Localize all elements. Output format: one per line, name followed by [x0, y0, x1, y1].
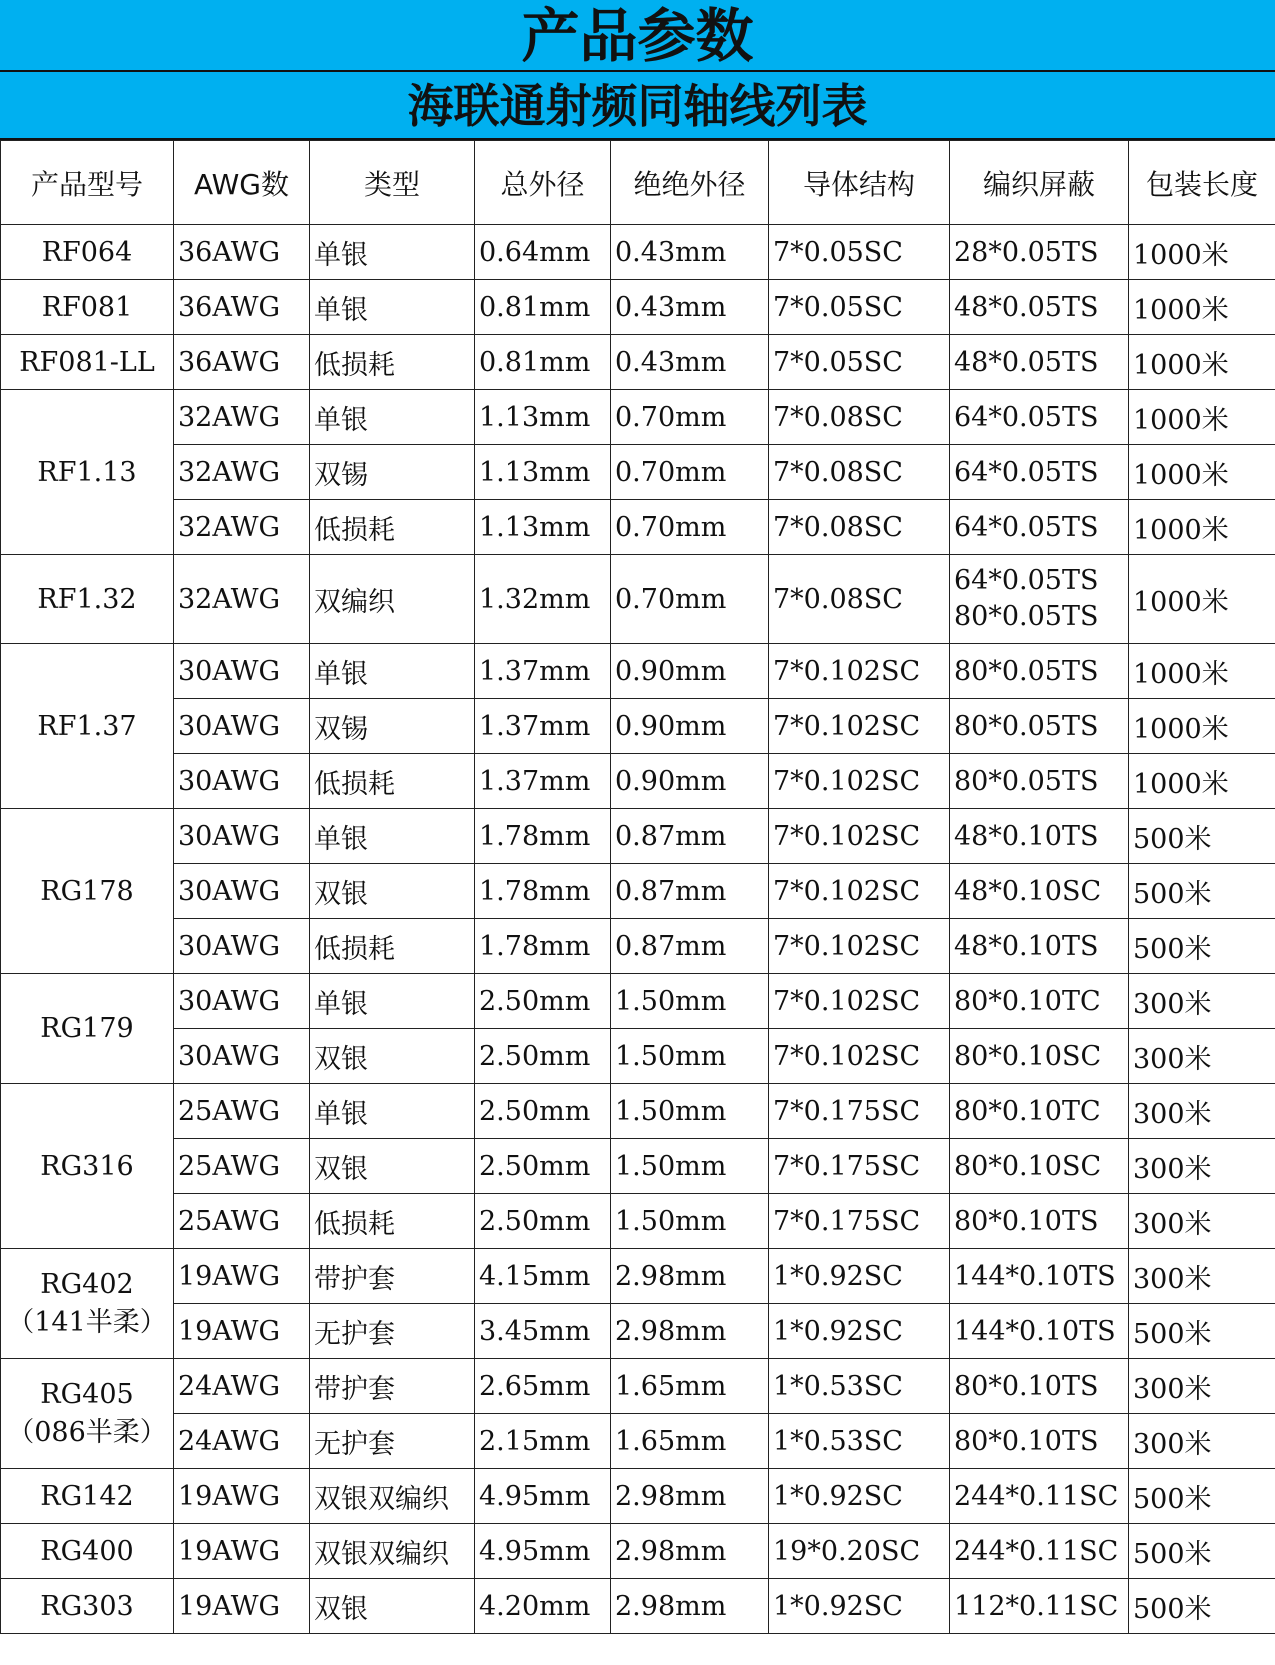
conductor-cell: 7*0.102SC: [769, 919, 950, 974]
awg-cell: 36AWG: [174, 225, 310, 280]
awg-cell: 30AWG: [174, 809, 310, 864]
conductor-cell: 7*0.102SC: [769, 974, 950, 1029]
conductor-cell: 7*0.175SC: [769, 1139, 950, 1194]
type-cell: 无护套: [310, 1414, 475, 1469]
model-cell: [1, 1084, 174, 1249]
type-cell: 双银: [310, 1139, 475, 1194]
conductor-cell: 7*0.08SC: [769, 500, 950, 555]
conductor-cell: 7*0.102SC: [769, 1029, 950, 1084]
shield-cell: [950, 335, 1129, 390]
shield-value: 64*0.05TS: [954, 565, 1099, 596]
conductor-cell: 7*0.102SC: [769, 754, 950, 809]
insulation-diameter-cell: 0.43mm: [611, 225, 769, 280]
conductor-cell: 7*0.102SC: [769, 699, 950, 754]
awg-cell: 32AWG: [174, 555, 310, 644]
table-title: 海联通射频同轴线列表: [0, 72, 1275, 140]
package-length-cell: 300米: [1129, 1029, 1275, 1084]
awg-cell: 19AWG: [174, 1304, 310, 1359]
type-cell: 双银: [310, 1029, 475, 1084]
shield-value: 144*0.10TS: [954, 1315, 1116, 1347]
insulation-diameter-cell: 0.70mm: [611, 390, 769, 445]
shield-value: 80*0.05TS: [954, 765, 1099, 797]
type-cell: 低损耗: [310, 500, 475, 555]
package-length-cell: 300米: [1129, 1359, 1275, 1414]
model-cell: [1, 280, 174, 335]
model-name: RG303: [40, 1590, 134, 1622]
model-cell: [1, 1469, 174, 1524]
table-body: [1, 225, 1275, 1634]
awg-cell: 30AWG: [174, 644, 310, 699]
shield-cell: [950, 1359, 1129, 1414]
outer-diameter-cell: 1.78mm: [475, 919, 611, 974]
table-row: [1, 1524, 1275, 1579]
package-length-cell: 1000米: [1129, 390, 1275, 445]
conductor-cell: 7*0.102SC: [769, 864, 950, 919]
package-length-cell: 300米: [1129, 974, 1275, 1029]
table-row: [1, 644, 1275, 699]
shield-cell: [950, 974, 1129, 1029]
outer-diameter-cell: 2.50mm: [475, 1029, 611, 1084]
awg-cell: 36AWG: [174, 280, 310, 335]
type-cell: 双银双编织: [310, 1469, 475, 1524]
awg-cell: 30AWG: [174, 1029, 310, 1084]
type-cell: 双银双编织: [310, 1524, 475, 1579]
model-cell: [1, 225, 174, 280]
model-name: RF064: [41, 236, 133, 268]
table-row: [1, 974, 1275, 1029]
package-length-cell: 300米: [1129, 1084, 1275, 1139]
package-length-cell: 300米: [1129, 1139, 1275, 1194]
awg-cell: 32AWG: [174, 390, 310, 445]
shield-cell: [950, 445, 1129, 500]
model-name: RF081: [41, 291, 133, 323]
shield-cell: [950, 1414, 1129, 1469]
table-row: [1, 1084, 1275, 1139]
table-row: [1, 919, 1275, 974]
shield-cell: [950, 1579, 1129, 1634]
model-cell: [1, 644, 174, 809]
model-cell: [1, 974, 174, 1084]
model-name: RF1.32: [37, 583, 137, 615]
model-cell: [1, 1524, 174, 1579]
shield-value: 28*0.05TS: [954, 236, 1099, 268]
awg-cell: 30AWG: [174, 699, 310, 754]
insulation-diameter-cell: 1.50mm: [611, 1029, 769, 1084]
shield-value: 244*0.11SC: [954, 1535, 1119, 1567]
awg-cell: 30AWG: [174, 919, 310, 974]
shield-value: 80*0.10TS: [954, 1425, 1099, 1457]
package-length-cell: 1000米: [1129, 225, 1275, 280]
header-outer-diameter: 总外径: [475, 141, 611, 225]
type-cell: 单银: [310, 1084, 475, 1139]
shield-cell: [950, 1469, 1129, 1524]
type-cell: 带护套: [310, 1359, 475, 1414]
shield-cell: [950, 1194, 1129, 1249]
model-cell: [1, 555, 174, 644]
table-row: [1, 1249, 1275, 1304]
type-cell: 低损耗: [310, 1194, 475, 1249]
table-row: [1, 1139, 1275, 1194]
insulation-diameter-cell: 2.98mm: [611, 1579, 769, 1634]
awg-cell: 25AWG: [174, 1194, 310, 1249]
insulation-diameter-cell: 1.50mm: [611, 1139, 769, 1194]
package-length-cell: 1000米: [1129, 500, 1275, 555]
table-row: [1, 280, 1275, 335]
package-length-cell: 500米: [1129, 1304, 1275, 1359]
type-cell: 低损耗: [310, 919, 475, 974]
insulation-diameter-cell: 0.90mm: [611, 754, 769, 809]
type-cell: 单银: [310, 280, 475, 335]
package-length-cell: 500米: [1129, 1524, 1275, 1579]
insulation-diameter-cell: 0.90mm: [611, 644, 769, 699]
type-cell: 单银: [310, 809, 475, 864]
type-cell: 双锡: [310, 699, 475, 754]
model-cell: [1, 335, 174, 390]
outer-diameter-cell: 1.13mm: [475, 500, 611, 555]
insulation-diameter-cell: 0.87mm: [611, 919, 769, 974]
awg-cell: 19AWG: [174, 1469, 310, 1524]
insulation-diameter-cell: 1.50mm: [611, 1194, 769, 1249]
package-length-cell: 300米: [1129, 1249, 1275, 1304]
type-cell: 双银: [310, 864, 475, 919]
shield-value: 48*0.05TS: [954, 346, 1099, 378]
shield-value: 64*0.05TS: [954, 456, 1099, 488]
model-cell: [1, 809, 174, 974]
awg-cell: 24AWG: [174, 1359, 310, 1414]
type-cell: 低损耗: [310, 335, 475, 390]
type-cell: 无护套: [310, 1304, 475, 1359]
insulation-diameter-cell: 2.98mm: [611, 1304, 769, 1359]
shield-cell: [950, 644, 1129, 699]
model-cell: [1, 1249, 174, 1359]
shield-cell: [950, 1084, 1129, 1139]
package-length-cell: 1000米: [1129, 280, 1275, 335]
type-cell: 单银: [310, 225, 475, 280]
shield-cell: [950, 919, 1129, 974]
table-row: [1, 1469, 1275, 1524]
conductor-cell: 7*0.05SC: [769, 280, 950, 335]
conductor-cell: 7*0.08SC: [769, 445, 950, 500]
outer-diameter-cell: 2.15mm: [475, 1414, 611, 1469]
shield-cell: [950, 280, 1129, 335]
model-name: RG316: [40, 1150, 134, 1182]
table-row: [1, 390, 1275, 445]
table-row: [1, 555, 1275, 644]
header-conductor: 导体结构: [769, 141, 950, 225]
conductor-cell: 1*0.92SC: [769, 1469, 950, 1524]
table-row: [1, 335, 1275, 390]
insulation-diameter-cell: 1.65mm: [611, 1359, 769, 1414]
header-model: 产品型号: [1, 141, 174, 225]
awg-cell: 24AWG: [174, 1414, 310, 1469]
shield-cell: [950, 1139, 1129, 1194]
shield-value: 64*0.05TS: [954, 401, 1099, 433]
package-length-cell: 1000米: [1129, 644, 1275, 699]
outer-diameter-cell: 1.13mm: [475, 390, 611, 445]
header-package-length: 包装长度: [1129, 141, 1275, 225]
table-row: [1, 699, 1275, 754]
shield-value: 80*0.05TS: [954, 601, 1099, 632]
outer-diameter-cell: 4.95mm: [475, 1469, 611, 1524]
package-length-cell: 1000米: [1129, 754, 1275, 809]
type-cell: 双锡: [310, 445, 475, 500]
insulation-diameter-cell: 0.70mm: [611, 555, 769, 644]
product-table: [0, 140, 1275, 1634]
conductor-cell: 7*0.08SC: [769, 555, 950, 644]
shield-cell: [950, 754, 1129, 809]
insulation-diameter-cell: 1.65mm: [611, 1414, 769, 1469]
insulation-diameter-cell: 0.87mm: [611, 864, 769, 919]
outer-diameter-cell: 4.95mm: [475, 1524, 611, 1579]
outer-diameter-cell: 3.45mm: [475, 1304, 611, 1359]
header-insulation-diameter: 绝绝外径: [611, 141, 769, 225]
header-shield: 编织屏蔽: [950, 141, 1129, 225]
model-cell: [1, 1579, 174, 1634]
table-row: [1, 1194, 1275, 1249]
model-cell: [1, 390, 174, 555]
outer-diameter-cell: 1.78mm: [475, 864, 611, 919]
conductor-cell: 1*0.53SC: [769, 1414, 950, 1469]
conductor-cell: 1*0.92SC: [769, 1304, 950, 1359]
shield-value: 80*0.10TC: [954, 985, 1101, 1017]
awg-cell: 30AWG: [174, 974, 310, 1029]
insulation-diameter-cell: 2.98mm: [611, 1524, 769, 1579]
table-row: [1, 754, 1275, 809]
type-cell: 单银: [310, 644, 475, 699]
table-row: [1, 1579, 1275, 1634]
package-length-cell: 500米: [1129, 809, 1275, 864]
package-length-cell: 1000米: [1129, 445, 1275, 500]
awg-cell: 32AWG: [174, 500, 310, 555]
outer-diameter-cell: 2.50mm: [475, 1084, 611, 1139]
insulation-diameter-cell: 0.70mm: [611, 500, 769, 555]
shield-cell: [950, 864, 1129, 919]
package-length-cell: 300米: [1129, 1414, 1275, 1469]
conductor-cell: 1*0.53SC: [769, 1359, 950, 1414]
insulation-diameter-cell: 2.98mm: [611, 1249, 769, 1304]
insulation-diameter-cell: 1.50mm: [611, 974, 769, 1029]
model-name: RF1.13: [37, 456, 137, 488]
shield-value: 244*0.11SC: [954, 1480, 1119, 1512]
outer-diameter-cell: 4.20mm: [475, 1579, 611, 1634]
shield-cell: [950, 809, 1129, 864]
model-name: RG405: [40, 1378, 134, 1410]
awg-cell: 36AWG: [174, 335, 310, 390]
insulation-diameter-cell: 0.90mm: [611, 699, 769, 754]
package-length-cell: 1000米: [1129, 335, 1275, 390]
conductor-cell: 1*0.92SC: [769, 1579, 950, 1634]
insulation-diameter-cell: 2.98mm: [611, 1469, 769, 1524]
model-name: RF1.37: [37, 710, 137, 742]
model-name: RG400: [40, 1535, 134, 1567]
outer-diameter-cell: 2.50mm: [475, 1139, 611, 1194]
package-length-cell: 500米: [1129, 864, 1275, 919]
package-length-cell: 300米: [1129, 1194, 1275, 1249]
type-cell: 单银: [310, 974, 475, 1029]
outer-diameter-cell: 0.81mm: [475, 335, 611, 390]
shield-cell: [950, 500, 1129, 555]
conductor-cell: 7*0.05SC: [769, 225, 950, 280]
outer-diameter-cell: 0.64mm: [475, 225, 611, 280]
awg-cell: 19AWG: [174, 1524, 310, 1579]
package-length-cell: 1000米: [1129, 555, 1275, 644]
shield-value: 80*0.10TS: [954, 1370, 1099, 1402]
type-cell: 双银: [310, 1579, 475, 1634]
outer-diameter-cell: 1.78mm: [475, 809, 611, 864]
shield-cell: [950, 225, 1129, 280]
outer-diameter-cell: 1.37mm: [475, 644, 611, 699]
model-name: RG402: [40, 1268, 134, 1300]
page-title: 产品参数: [0, 0, 1275, 72]
conductor-cell: 7*0.102SC: [769, 644, 950, 699]
shield-cell: [950, 1524, 1129, 1579]
shield-cell: [950, 1029, 1129, 1084]
outer-diameter-cell: 0.81mm: [475, 280, 611, 335]
conductor-cell: 7*0.05SC: [769, 335, 950, 390]
package-length-cell: 500米: [1129, 1579, 1275, 1634]
outer-diameter-cell: 2.65mm: [475, 1359, 611, 1414]
shield-value: 80*0.10SC: [954, 1040, 1102, 1072]
model-name: RG178: [40, 875, 134, 907]
model-name: RG179: [40, 1013, 134, 1044]
conductor-cell: 7*0.102SC: [769, 809, 950, 864]
model-cell: [1, 1359, 174, 1469]
type-cell: 低损耗: [310, 754, 475, 809]
type-cell: 带护套: [310, 1249, 475, 1304]
model-name: RF081-LL: [19, 346, 155, 378]
table-row: [1, 809, 1275, 864]
shield-cell: [950, 555, 1129, 644]
shield-cell: [950, 1249, 1129, 1304]
conductor-cell: 7*0.175SC: [769, 1084, 950, 1139]
awg-cell: 30AWG: [174, 864, 310, 919]
awg-cell: 19AWG: [174, 1249, 310, 1304]
package-length-cell: 500米: [1129, 1469, 1275, 1524]
shield-value: 80*0.10TS: [954, 1205, 1099, 1237]
shield-cell: [950, 390, 1129, 445]
conductor-cell: 19*0.20SC: [769, 1524, 950, 1579]
type-cell: 单银: [310, 390, 475, 445]
conductor-cell: 1*0.92SC: [769, 1249, 950, 1304]
outer-diameter-cell: 2.50mm: [475, 1194, 611, 1249]
shield-value: 48*0.10TS: [954, 930, 1099, 962]
header-type: 类型: [310, 141, 475, 225]
table-row: [1, 1304, 1275, 1359]
awg-cell: 32AWG: [174, 445, 310, 500]
shield-value: 80*0.10SC: [954, 1150, 1102, 1182]
awg-cell: 25AWG: [174, 1084, 310, 1139]
model-name: （086半柔）: [7, 1416, 167, 1448]
outer-diameter-cell: 1.37mm: [475, 754, 611, 809]
shield-cell: [950, 699, 1129, 754]
shield-value: 48*0.10SC: [954, 875, 1102, 907]
shield-value: 112*0.11SC: [954, 1590, 1119, 1622]
header-row: [1, 141, 1275, 225]
awg-cell: 25AWG: [174, 1139, 310, 1194]
insulation-diameter-cell: 0.87mm: [611, 809, 769, 864]
outer-diameter-cell: 1.13mm: [475, 445, 611, 500]
awg-cell: 30AWG: [174, 754, 310, 809]
outer-diameter-cell: 1.37mm: [475, 699, 611, 754]
insulation-diameter-cell: 0.70mm: [611, 445, 769, 500]
shield-value: 48*0.10TS: [954, 820, 1099, 852]
table-row: [1, 1414, 1275, 1469]
conductor-cell: 7*0.175SC: [769, 1194, 950, 1249]
shield-cell: [950, 1304, 1129, 1359]
table-row: [1, 864, 1275, 919]
outer-diameter-cell: 2.50mm: [475, 974, 611, 1029]
insulation-diameter-cell: 1.50mm: [611, 1084, 769, 1139]
shield-value: 64*0.05TS: [954, 511, 1099, 543]
model-name: RG142: [40, 1480, 134, 1512]
insulation-diameter-cell: 0.43mm: [611, 335, 769, 390]
table-row: [1, 1359, 1275, 1414]
table-row: [1, 445, 1275, 500]
header-awg: AWG数: [174, 141, 310, 225]
model-name: （141半柔）: [7, 1306, 167, 1338]
table-row: [1, 225, 1275, 280]
awg-cell: 19AWG: [174, 1579, 310, 1634]
shield-value: 144*0.10TS: [954, 1260, 1116, 1292]
table-row: [1, 1029, 1275, 1084]
type-cell: 双编织: [310, 555, 475, 644]
conductor-cell: 7*0.08SC: [769, 390, 950, 445]
insulation-diameter-cell: 0.43mm: [611, 280, 769, 335]
outer-diameter-cell: 4.15mm: [475, 1249, 611, 1304]
table-row: [1, 500, 1275, 555]
shield-value: 80*0.05TS: [954, 655, 1099, 687]
outer-diameter-cell: 1.32mm: [475, 555, 611, 644]
package-length-cell: 500米: [1129, 919, 1275, 974]
package-length-cell: 1000米: [1129, 699, 1275, 754]
shield-value: 80*0.05TS: [954, 710, 1099, 742]
shield-value: 80*0.10TC: [954, 1095, 1101, 1127]
shield-value: 48*0.05TS: [954, 291, 1099, 323]
